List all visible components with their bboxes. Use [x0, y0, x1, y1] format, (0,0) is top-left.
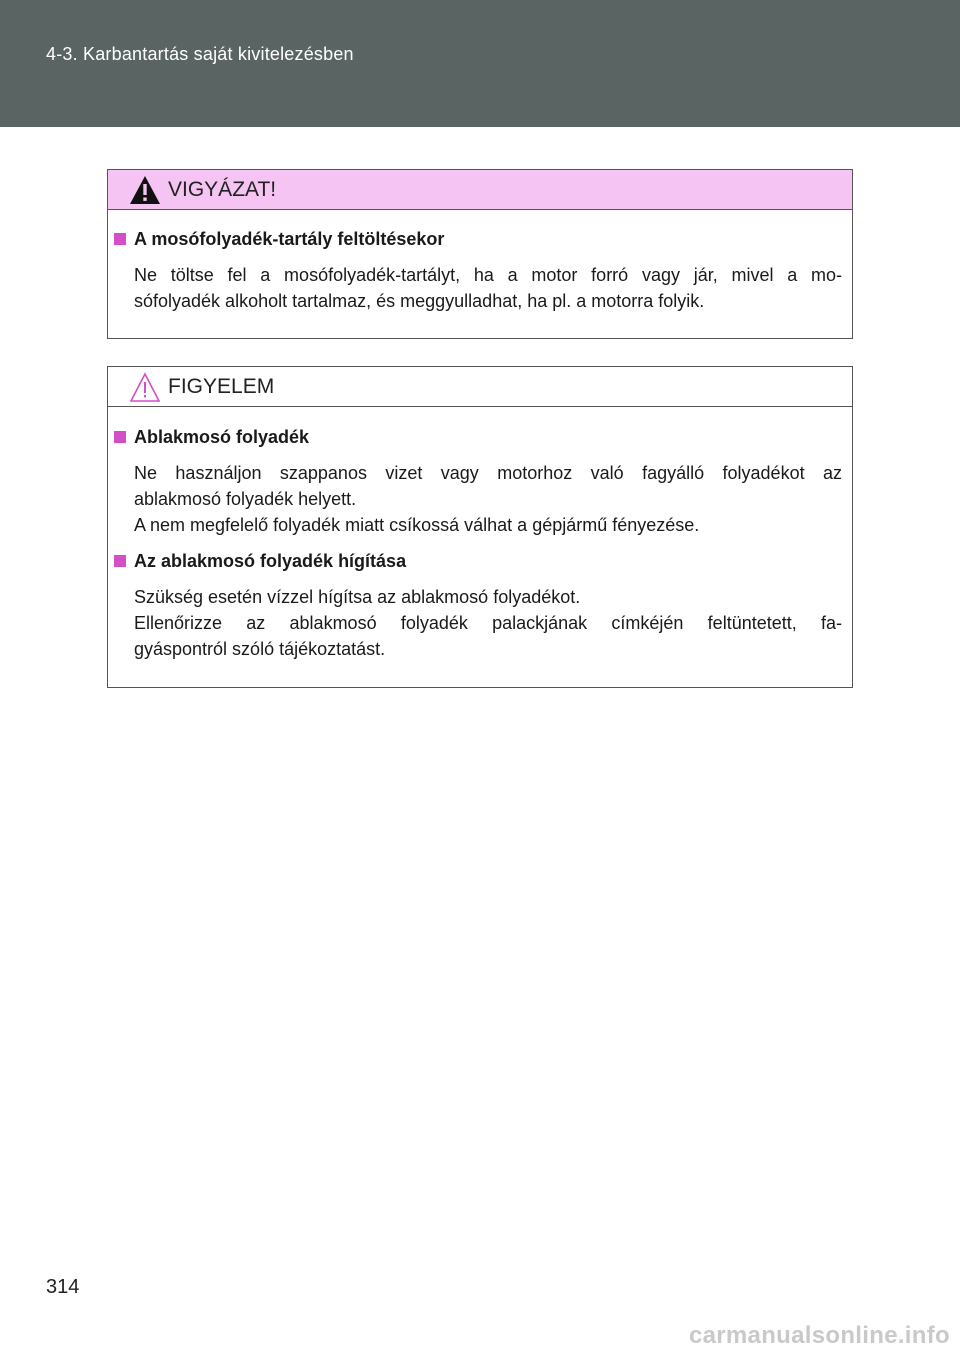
watermark: carmanualsonline.info: [688, 1322, 950, 1349]
caution-triangle-icon: [128, 371, 162, 403]
body-line: ablakmosó folyadék helyett.: [134, 489, 357, 509]
warning-box-header: [108, 170, 852, 210]
warning-box: [107, 169, 853, 339]
section-body: [134, 460, 842, 538]
section-heading-text: Az ablakmosó folyadék hígítása: [134, 551, 407, 571]
section-heading-text: Ablakmosó folyadék: [134, 427, 310, 447]
body-line: gyáspontról szóló tájékoztatást.: [134, 639, 386, 659]
notice-box: [107, 366, 853, 688]
body-line: Szükség esetén vízzel hígítsa az ablakmosó folyadékot.: [134, 587, 581, 607]
notice-section: [108, 551, 852, 662]
section-heading: [114, 551, 852, 572]
section-heading-text: A mosófolyadék-tartály feltöltésekor: [134, 229, 445, 249]
warning-section: [108, 229, 852, 314]
body-line: A nem megfelelő folyadék miatt csíkossá válhat a gépjármű fényezése.: [134, 515, 700, 535]
section-heading: [114, 229, 852, 250]
notice-title: FIGYELEM: [168, 375, 275, 398]
section-heading: [114, 427, 852, 448]
section-body: [134, 262, 842, 314]
body-line: sófolyadék alkoholt tartalmaz, és meggyulladhat, ha pl. a motorra folyik.: [134, 291, 705, 311]
section-body: [134, 584, 842, 662]
body-line: Ne használjon szappanos vizet vagy motorhoz való fagyálló folyadékot az: [134, 463, 842, 483]
page-header: [0, 0, 960, 127]
page-number: 314: [46, 1276, 80, 1298]
body-line: Ne töltse fel a mosófolyadék-tartályt, ha a motor forró vagy jár, mivel a mo-: [134, 265, 842, 285]
warning-title: VIGYÁZAT!: [168, 178, 277, 201]
notice-section: [108, 427, 852, 538]
chapter-title: 4-3. Karbantartás saját kivitelezésben: [46, 44, 354, 64]
square-bullet-icon: [114, 555, 126, 567]
warning-triangle-icon: [128, 174, 162, 206]
notice-box-header: [108, 367, 852, 407]
square-bullet-icon: [114, 431, 126, 443]
square-bullet-icon: [114, 233, 126, 245]
body-line: Ellenőrizze az ablakmosó folyadék palackjának címkéjén feltüntetett, fa-: [134, 613, 842, 633]
